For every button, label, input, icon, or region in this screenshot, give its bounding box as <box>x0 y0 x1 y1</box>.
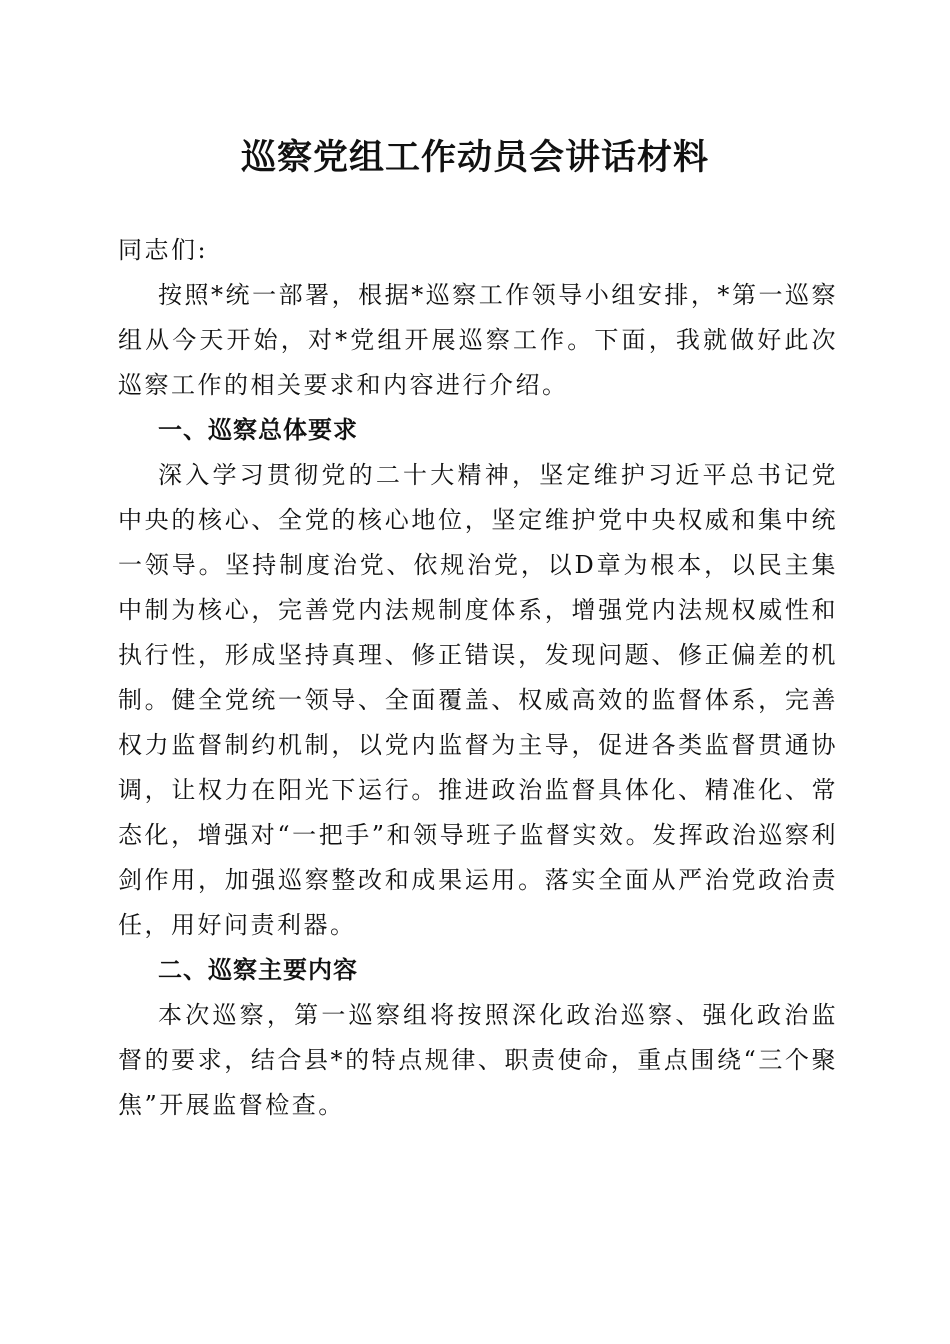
salutation: 同志们: <box>118 236 209 264</box>
section-body-1: 深入学习贯彻党的二十大精神，坚定维护习近平总书记党中央的核心、全党的核心地位，坚定维护党中央权威和集中统一领导。坚持制度治党、依规治党，以D章为根本，以民主集中制为核心，完善党内法规制度体系，增强党内法规权威性和执行性，形成坚持真理、修正错误，发现问题、修正偏差的机制。健全党统一领导、全面覆盖、权威高效的监督体系，完善权力监督制约机制，以党内监督为主导，促进各类监督贯通协调，让权力在阳光下运行。推进政治监督具体化、精准化、常态化，增强对“一把手”和领导班子监督实效。发挥政治巡察利剑作用，加强巡察整改和成果运用。落实全面从严治党政治责任，用好问责利器。 <box>118 461 838 939</box>
section-heading-2: 二、巡察主要内容 <box>158 956 358 984</box>
section-heading-1: 一、巡察总体要求 <box>158 416 358 444</box>
section-body-2: 本次巡察，第一巡察组将按照深化政治巡察、强化政治监督的要求，结合县*的特点规律、职责使命，重点围绕“三个聚焦”开展监督检查。 <box>118 1001 838 1119</box>
document-title: 巡察党组工作动员会讲话材料 <box>240 137 709 178</box>
intro-paragraph: 按照*统一部署，根据*巡察工作领导小组安排，*第一巡察组从今天开始，对*党组开展巡察工作。下面，我就做好此次巡察工作的相关要求和内容进行介绍。 <box>118 281 838 399</box>
document-body <box>118 228 838 1128</box>
